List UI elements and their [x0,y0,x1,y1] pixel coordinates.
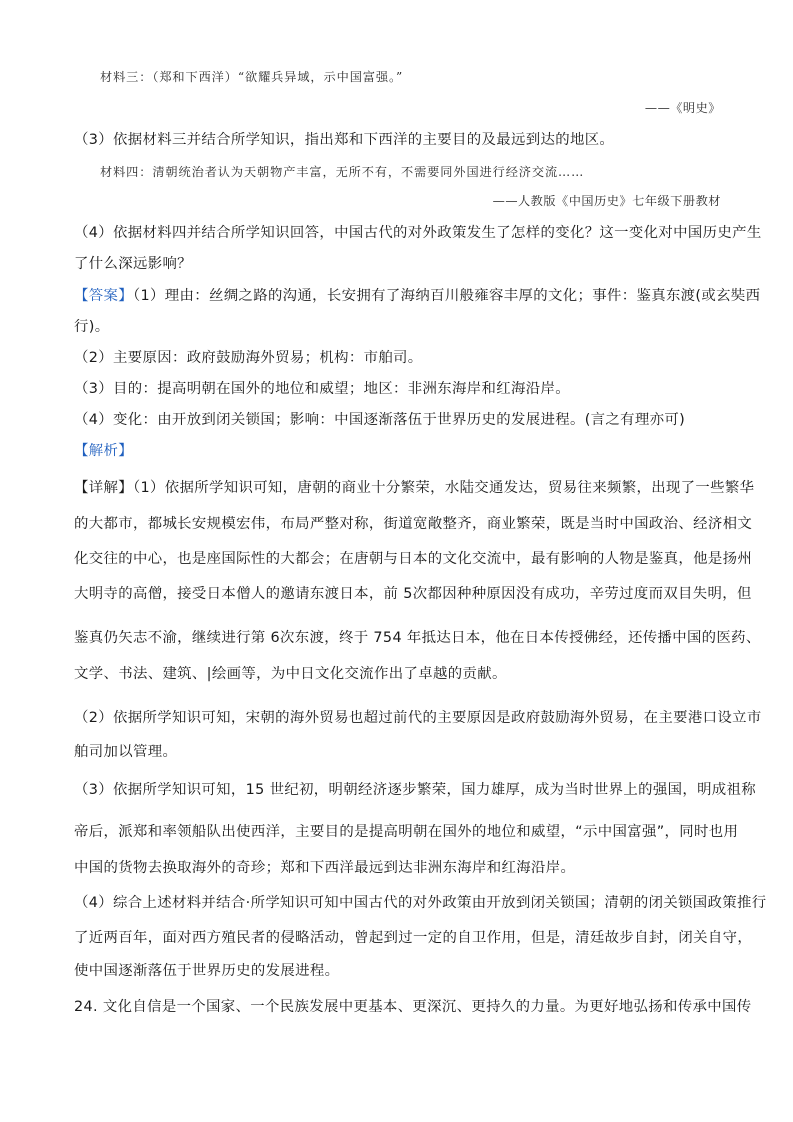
question-24: 24. 文化自信是一个国家、一个民族发展中更基本、更深沉、更持久的力量。为更好地弘扬和传承中国传 [74,999,752,1015]
detail-3-line-1: （3）依据所学知识可知，15 世纪初，明朝经济逐步繁荣，国力雄厚，成为当时世界上的强国，明成祖称 [74,782,757,798]
answer-line-4: （4）变化：由开放到闭关锁国；影响：中国逐渐落伍于世界历史的发展进程。(言之有理亦可) [74,412,686,428]
detail-1-line-3: 化交往的中心，也是座国际性的大都会；在唐朝与日本的文化交流中，最有影响的人物是鉴真，他是扬州 [74,551,753,567]
detail-1-line-4: 大明寺的高僧，接受日本僧人的邀请东渡日本，前 5次都因种种原因没有成功，辛劳过度而双目失明，但 [74,586,752,602]
material-4-source: ——人教版《中国历史》七年级下册教材 [492,194,721,208]
detail-3-line-2: 帝后，派郑和率领船队出使西洋，主要目的是提高明朝在国外的地位和威望，“示中国富强”，同时也用 [74,824,739,840]
answer-line-3: （3）目的：提高明朝在国外的地位和威望；地区：非洲东海岸和红海沿岸。 [74,381,570,397]
material-3-text: 材料三：（郑和下西洋）“欲耀兵异域，示中国富强。” [100,70,404,84]
detail-1-line-5: 鉴真仍矢志不渝，继续进行第 6次东渡，终于 754 年抵达日本，他在日本传授佛经，还传播中国的医药、 [74,630,761,646]
detail-4-line-1: （4）综合上述材料并结合·所学知识可知中国古代的对外政策由开放到闭关锁国；清朝的闭关锁国政策推行 [74,895,767,911]
detail-3-line-3: 中国的货物去换取海外的奇珍；郑和下西洋最远到达非洲东海岸和红海沿岸。 [74,860,576,876]
answer-line-1b: 行)。 [74,319,110,335]
detail-1-line-1: 【详解】（1）依据所学知识可知，唐朝的商业十分繁荣，水陆交通发达，贸易往来频繁，出现了一些繁华 [74,480,755,496]
detail-2-line-1: （2）依据所学知识可知，宋朝的海外贸易也超过前代的主要原因是政府鼓励海外贸易，在主要港口设立市 [74,710,762,726]
detail-1-line-6: 文学、书法、建筑、|绘画等，为中日文化交流作出了卓越的贡献。 [74,666,507,682]
analysis-tag: 【解析】 [74,443,133,459]
answer-line-2: （2）主要原因：政府鼓励海外贸易；机构：市舶司。 [74,350,423,366]
answer-tag: 【答案】 [74,288,133,304]
material-4-text: 材料四：清朝统治者认为天朝物产丰富，无所不有，不需要同外国进行经济交流…… [100,165,585,179]
detail-4-line-2: 了近两百年，面对西方殖民者的侵略活动，曾起到过一定的自卫作用，但是，清廷故步自封，闭关自守， [74,930,753,946]
question-3: （3）依据材料三并结合所学知识，指出郑和下西洋的主要目的及最远到达的地区。 [74,132,615,148]
answer-line-1 [74,286,761,306]
question-4-line-1: （4）依据材料四并结合所学知识回答，中国古代的对外政策发生了怎样的变化？这一变化对中国历史产生 [74,225,762,241]
detail-4-line-3: 使中国逐渐落伍于世界历史的发展进程。 [74,963,340,979]
material-3-source: ——《明史》 [644,101,721,115]
detail-2-line-2: 舶司加以管理。 [74,744,178,760]
answer-1-text: （1）理由：丝绸之路的沟通，长安拥有了海纳百川般雍容丰厚的文化；事件：鉴真东渡(或玄奘西 [132,288,761,304]
detail-1-line-2: 的大都市，都城长安规模宏伟，布局严整对称，街道宽敞整齐，商业繁荣，既是当时中国政治、经济相文 [74,516,753,532]
question-4-line-2: 了什么深远影响？ [74,256,192,272]
